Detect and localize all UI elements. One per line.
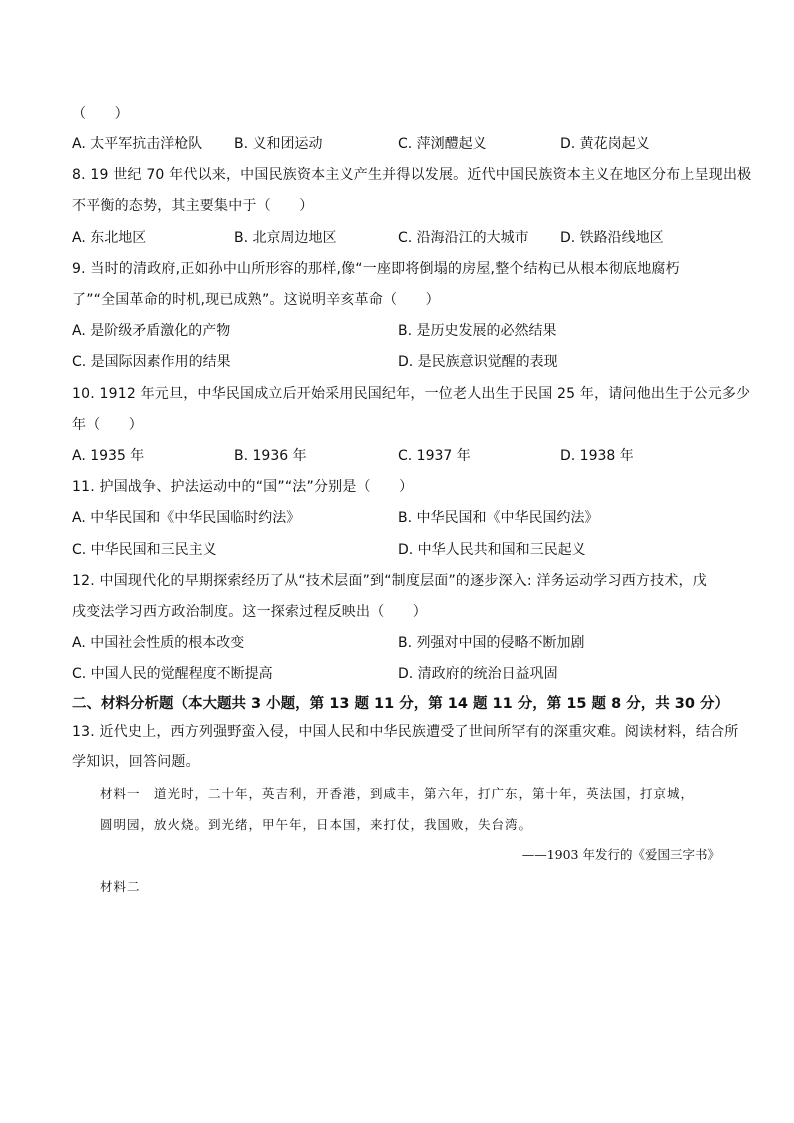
q11-stem: 11. 护国战争、护法运动中的“国”“法”分别是（ ） <box>72 479 414 495</box>
q12-stem-line2: 戌变法学习西方政治制度。这一探索过程反映出（ ） <box>72 604 427 620</box>
q9-option-a: A. 是阶级矛盾激化的产物 <box>72 323 231 339</box>
q13-stem-line1: 13. 近代史上，西方列强野蛮入侵，中国人民和中华民族遭受了世间所罕有的深重灾难。阅读材料，结合所 <box>72 724 739 740</box>
q7-option-a: A. 太平军抗击洋枪队 <box>72 136 203 152</box>
q12-stem-line1: 12. 中国现代化的早期探索经历了从“技术层面”到“制度层面”的逐步深入: 洋务运动学习西方技术，戊 <box>72 573 707 589</box>
q7-option-d: D. 黄花岗起义 <box>560 136 650 152</box>
q9-option-d: D. 是民族意识觉醒的表现 <box>398 354 558 370</box>
q8-option-b: B. 北京周边地区 <box>234 230 337 246</box>
q9-option-b: B. 是历史发展的必然结果 <box>398 323 557 339</box>
q10-stem-line1: 10. 1912 年元旦，中华民国成立后开始采用民国纪年，一位老人出生于民国 25 年，请问他出生于公元多少 <box>72 386 751 402</box>
q13-material1-source: ——1903 年发行的《爱国三字书》 <box>521 847 720 862</box>
q8-option-c: C. 沿海沿江的大城市 <box>398 230 529 246</box>
q9-option-c: C. 是国际因素作用的结果 <box>72 354 231 370</box>
q8-option-d: D. 铁路沿线地区 <box>560 230 664 246</box>
q12-option-c: C. 中国人民的觉醒程度不断提高 <box>72 666 273 682</box>
q7-option-b: B. 义和团运动 <box>234 136 323 152</box>
q13-material1-line1: 材料一 道光时，二十年，英吉利，开香港，到咸丰，第六年，打广东，第十年，英法国，打京城， <box>100 786 695 801</box>
q7-option-c: C. 萍浏醴起义 <box>398 136 487 152</box>
q10-stem-line2: 年（ ） <box>72 417 143 433</box>
q12-option-b: B. 列强对中国的侵略不断加剧 <box>398 635 585 651</box>
q10-option-a: A. 1935 年 <box>72 448 145 464</box>
q11-option-c: C. 中华民国和三民主义 <box>72 542 217 558</box>
q13-stem-line2: 学知识，回答问题。 <box>72 754 200 770</box>
q13-material1-line2: 圆明园，放火烧。到光绪，甲午年，日本国，来打仗，我国败，失台湾。 <box>100 817 533 832</box>
q11-option-d: D. 中华人民共和国和三民起义 <box>398 542 586 558</box>
section2-heading: 二、材料分析题（本大题共 3 小题，第 13 题 11 分，第 14 题 11 分，第 15 题 8 分，共 30 分） <box>72 696 730 712</box>
q8-stem-line1: 8. 19 世纪 70 年代以来，中国民族资本主义产生并得以发展。近代中国民族资本主义在地区分布上呈现出极 <box>72 167 752 183</box>
q8-stem-line2: 不平衡的态势，其主要集中于（ ） <box>72 198 314 214</box>
q10-option-b: B. 1936 年 <box>234 448 307 464</box>
q9-stem-line1: 9. 当时的清政府,正如孙中山所形容的那样,像“一座即将倒塌的房屋,整个结构已从根本彻底地腐朽 <box>72 261 680 277</box>
q13-material2-label: 材料二 <box>100 879 141 894</box>
q9-stem-line2: 了”“全国革命的时机,现已成熟”。这说明辛亥革命（ ） <box>72 292 440 308</box>
q11-option-b: B. 中华民国和《中华民国约法》 <box>398 510 599 526</box>
q7-answer-paren: （ ） <box>72 106 129 122</box>
q8-option-a: A. 东北地区 <box>72 230 147 246</box>
q10-option-c: C. 1937 年 <box>398 448 471 464</box>
q10-option-d: D. 1938 年 <box>560 448 634 464</box>
q12-option-d: D. 清政府的统治日益巩固 <box>398 666 558 682</box>
q12-option-a: A. 中国社会性质的根本改变 <box>72 635 245 651</box>
q11-option-a: A. 中华民国和《中华民国临时约法》 <box>72 510 301 526</box>
